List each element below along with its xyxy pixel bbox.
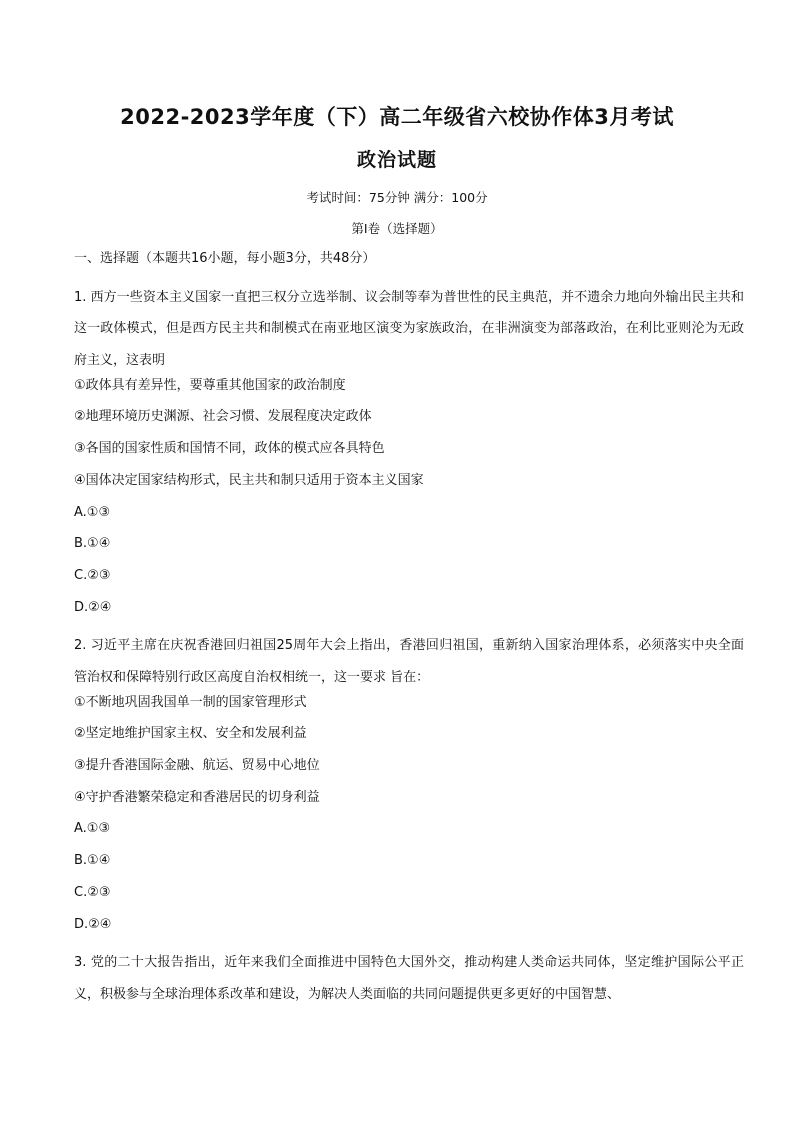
- answer-option-d: D.②④: [74, 599, 112, 615]
- question-stem: 3. 党的二十大报告指出，近年来我们全面推进中国特色大国外交，推动构建人类命运共同体，坚定维护国际公平正义，积极参与全球治理体系改革和建设，为解决人类面临的共同问题提供更多更好的中国智慧、: [74, 955, 744, 1002]
- exam-time-score-info: 考试时间：75分钟 满分：100分: [306, 190, 488, 205]
- answer-option-b: B.①④: [74, 536, 111, 552]
- statement: ④守护香港繁荣稳定和香港居民的切身利益: [74, 789, 320, 805]
- answer-option-a: A.①③: [74, 504, 111, 520]
- statement: ④国体决定国家结构形式，民主共和制只适用于资本主义国家: [74, 472, 424, 488]
- section-heading: 第Ⅰ卷（选择题）: [351, 221, 443, 236]
- statement: ②地理环境历史渊源、社会习惯、发展程度决定政体: [74, 409, 372, 425]
- question-stem: 1. 西方一些资本主义国家一直把三权分立选举制、议会制等奉为普世性的民主典范，并不遗余力地向外输出民主共和这一政体模式，但是西方民主共和制模式在南亚地区演变为家族政治，在非洲演变为部落政治，在利比亚则沦为无政府主义，这表明: [74, 289, 744, 369]
- answer-option-c: C.②③: [74, 567, 111, 583]
- question-3: [74, 947, 744, 1010]
- statement: ①不断地巩固我国单一制的国家管理形式: [74, 694, 307, 710]
- answer-option-a: A.①③: [74, 821, 111, 837]
- exam-subject-title: 政治试题: [356, 149, 437, 171]
- statement: ③各国的国家性质和国情不同，政体的模式应各具特色: [74, 441, 385, 457]
- question-2: [74, 630, 744, 947]
- statement: ②坚定地维护国家主权、安全和发展利益: [74, 726, 307, 742]
- question-1: [74, 282, 744, 631]
- question-body: [74, 250, 744, 1011]
- statement: ①政体具有差异性，要尊重其他国家的政治制度: [74, 377, 346, 393]
- statement: ③提升香港国际金融、航运、贸易中心地位: [74, 758, 320, 774]
- choice-instructions: 一、选择题（本题共16小题，每小题3分，共48分）: [74, 251, 376, 266]
- answer-option-d: D.②④: [74, 916, 112, 932]
- exam-title: 2022-2023学年度（下）高二年级省六校协作体3月考试: [120, 105, 674, 129]
- answer-option-c: C.②③: [74, 884, 111, 900]
- question-stem: 2. 习近平主席在庆祝香港回归祖国25周年大会上指出，香港回归祖国，重新纳入国家治理体系，必须落实中央全面管治权和保障特别行政区高度自治权相统一，这一要求 旨在：: [74, 638, 744, 685]
- answer-option-b: B.①④: [74, 853, 111, 869]
